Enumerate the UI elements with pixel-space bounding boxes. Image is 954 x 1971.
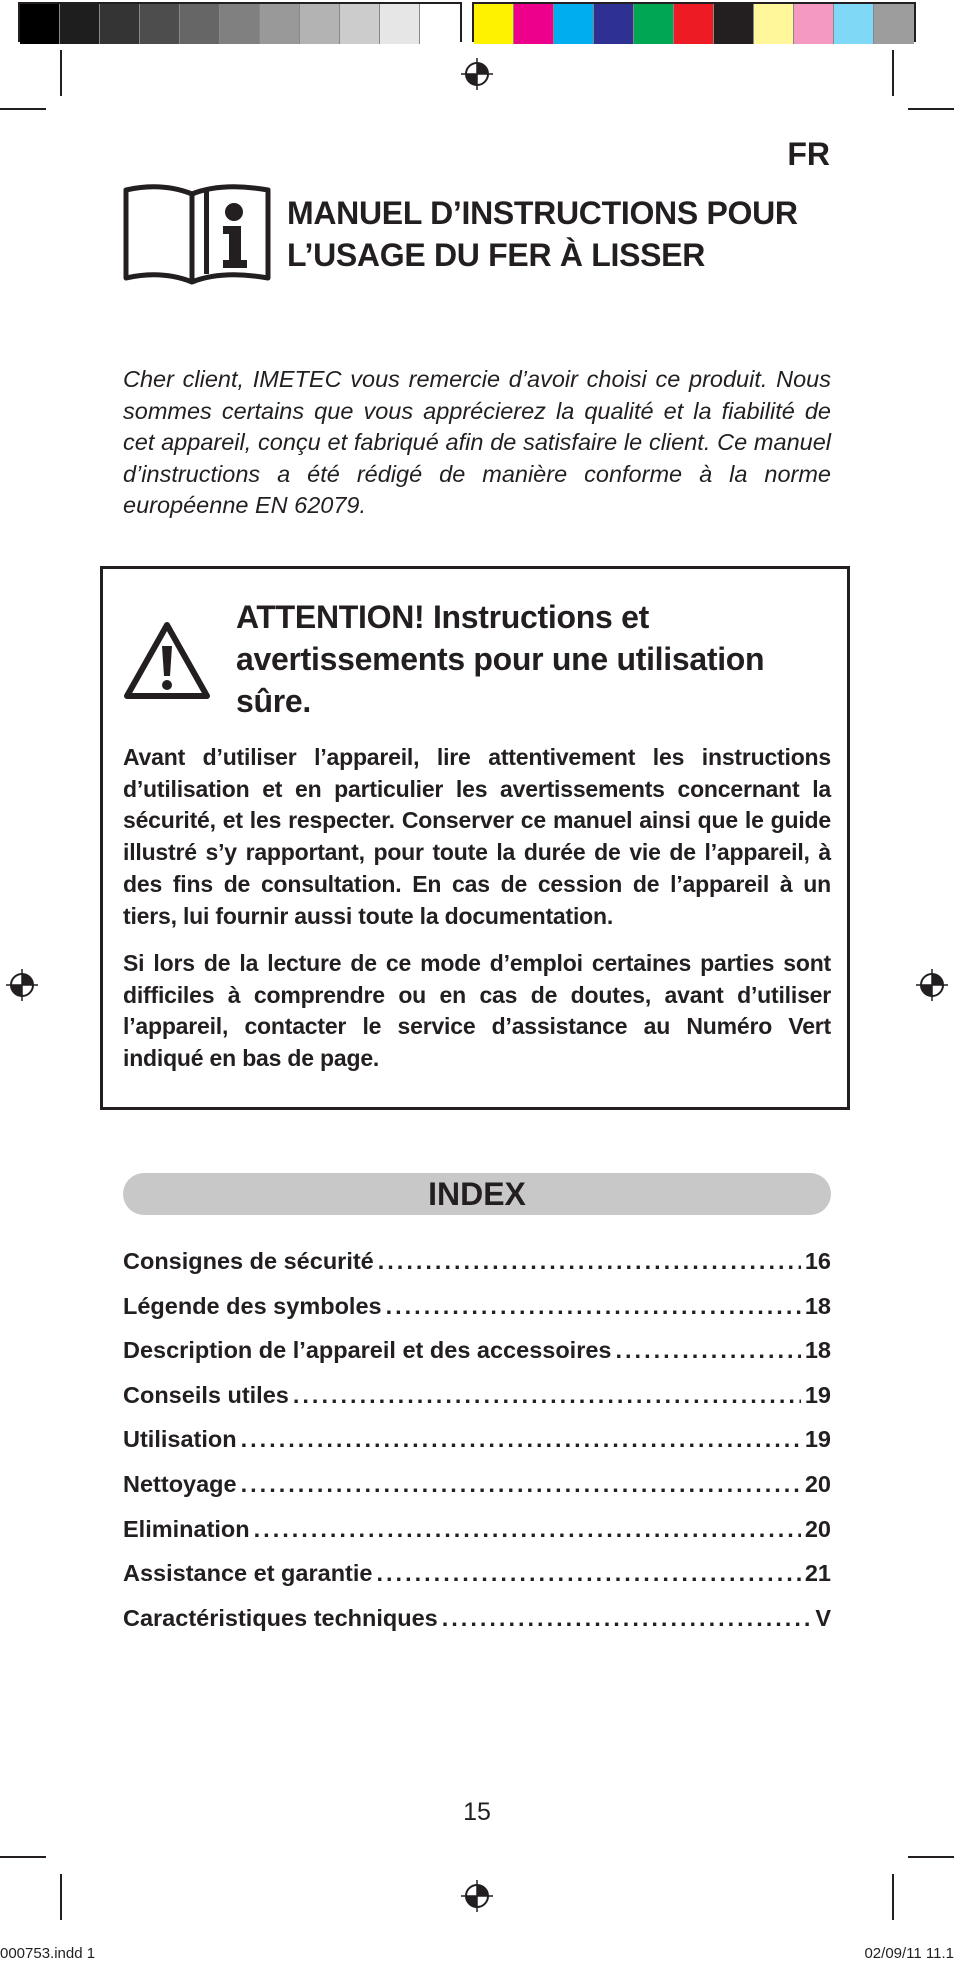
index-entry (123, 1471, 831, 1516)
index-entry-label: Conseils utiles (123, 1381, 289, 1408)
color-swatch (874, 4, 914, 44)
page-number: 15 (463, 1798, 491, 1826)
color-swatch (714, 4, 754, 44)
crop-mark (60, 50, 62, 96)
gray-swatch (220, 4, 260, 44)
print-slug-filename: 000753.indd 1 (0, 1945, 96, 1962)
index-leader-dots (241, 1471, 801, 1498)
index-entry-label: Consignes de sécurité (123, 1248, 374, 1274)
color-swatch (754, 4, 794, 44)
crop-mark (908, 1856, 954, 1858)
gray-swatch (340, 4, 380, 44)
gray-swatch (20, 4, 60, 44)
gray-swatch (60, 4, 100, 44)
color-swatch (554, 4, 594, 44)
gray-swatch (100, 4, 140, 44)
index-entry-page: 18 (804, 1337, 831, 1364)
title-line-2: L’USAGE DU FER À LISSER (287, 237, 706, 273)
registration-mark-icon (916, 969, 948, 1001)
page-title (287, 192, 847, 276)
warning-paragraph-1: Avant d’utiliser l’appareil, lire attentivement les instructions d’utilisation et en particulier les avertissements concernant la sécurité, et les respecter. Conserver ce manuel ainsi que le guide illustré s’y rapportant, pour toute la durée de vie de l’appareil, à des fins de consultation. En cas de cession de l’appareil à un tiers, lui fournir aussi toute la documentation. (123, 744, 831, 929)
index-entry (123, 1605, 831, 1650)
gray-swatch (260, 4, 300, 44)
index-entry (123, 1337, 831, 1382)
index-entry-page: 18 (804, 1292, 831, 1319)
index-leader-dots (241, 1426, 801, 1453)
print-color-bar (18, 2, 916, 42)
index-entry (123, 1516, 831, 1561)
index-entry (123, 1560, 831, 1605)
warning-triangle-icon (122, 620, 212, 702)
index-entry (123, 1426, 831, 1471)
index-entry-label: Légende des symboles (123, 1292, 382, 1319)
crop-mark (60, 1874, 62, 1920)
gray-swatch (300, 4, 340, 44)
index-leader-dots (376, 1560, 800, 1587)
index-entry-page: 19 (804, 1426, 831, 1453)
index-entry-page: V (815, 1604, 831, 1631)
registration-mark-icon (6, 969, 38, 1001)
gray-swatch (140, 4, 180, 44)
language-code: FR (787, 136, 830, 172)
crop-mark (892, 50, 894, 96)
index-entry (123, 1248, 831, 1293)
index-entry-page: 20 (804, 1515, 831, 1542)
index-entry-label: Assistance et garantie (123, 1560, 373, 1587)
color-swatch (794, 4, 834, 44)
index-entry-page: 21 (804, 1560, 831, 1587)
index-leader-dots (378, 1248, 801, 1275)
index-leader-dots (386, 1293, 801, 1320)
index-entry (123, 1382, 831, 1427)
color-swatch (834, 4, 874, 44)
gray-swatch (180, 4, 220, 44)
index-leader-dots (254, 1516, 801, 1543)
index-entry-label: Utilisation (123, 1426, 237, 1453)
warning-paragraph-2: Si lors de la lecture de ce mode d’emploi certaines parties sont difficiles à comprendre ou en cas de doutes, avant d’utiliser l’appareil, contacter le service d’assistance au Numéro Vert indiqué en bas de page. (123, 950, 831, 1072)
crop-mark (0, 1856, 46, 1858)
index-entry-label: Description de l’appareil et des accessoires (123, 1337, 612, 1364)
color-swatch (514, 4, 554, 44)
index-entry-label: Elimination (123, 1515, 250, 1542)
instruction-manual-info-icon (122, 180, 272, 286)
intro-paragraph: Cher client, IMETEC vous remercie d’avoir choisi ce produit. Nous sommes certains que vous apprécierez la qualité et la fiabilité de cet appareil, conçu et fabriqué afin de satisfaire le client. Ce manuel d’instructions a été rédigé de manière conforme à la norme européenne EN 62079. (123, 366, 831, 519)
index-leader-dots (293, 1382, 801, 1409)
index-entry-page: 16 (804, 1248, 831, 1274)
index-entry-page: 19 (804, 1381, 831, 1408)
index-leader-dots (616, 1337, 801, 1364)
title-line-1: MANUEL D’INSTRUCTIONS POUR (287, 195, 798, 231)
registration-mark-icon (461, 58, 493, 90)
gray-swatch (420, 4, 460, 44)
index-entry (123, 1293, 831, 1338)
index-list (123, 1248, 831, 1649)
crop-mark (0, 108, 46, 110)
color-swatches (472, 2, 916, 42)
color-swatch (674, 4, 714, 44)
color-swatch (634, 4, 674, 44)
index-entry-label: Caractéristiques techniques (123, 1604, 438, 1631)
registration-mark-icon (461, 1880, 493, 1912)
print-slug-date: 02/09/11 11.1 (864, 1945, 954, 1962)
color-swatch (474, 4, 514, 44)
index-leader-dots (442, 1605, 812, 1632)
index-entry-label: Nettoyage (123, 1470, 237, 1497)
warning-title: ATTENTION! Instructions et avertissements pour une utilisation sûre. (236, 599, 765, 719)
color-swatch (594, 4, 634, 44)
index-heading: INDEX (123, 1173, 831, 1215)
grayscale-swatches (18, 2, 462, 42)
gray-swatch (380, 4, 420, 44)
crop-mark (908, 108, 954, 110)
crop-mark (892, 1874, 894, 1920)
index-entry-page: 20 (804, 1470, 831, 1497)
